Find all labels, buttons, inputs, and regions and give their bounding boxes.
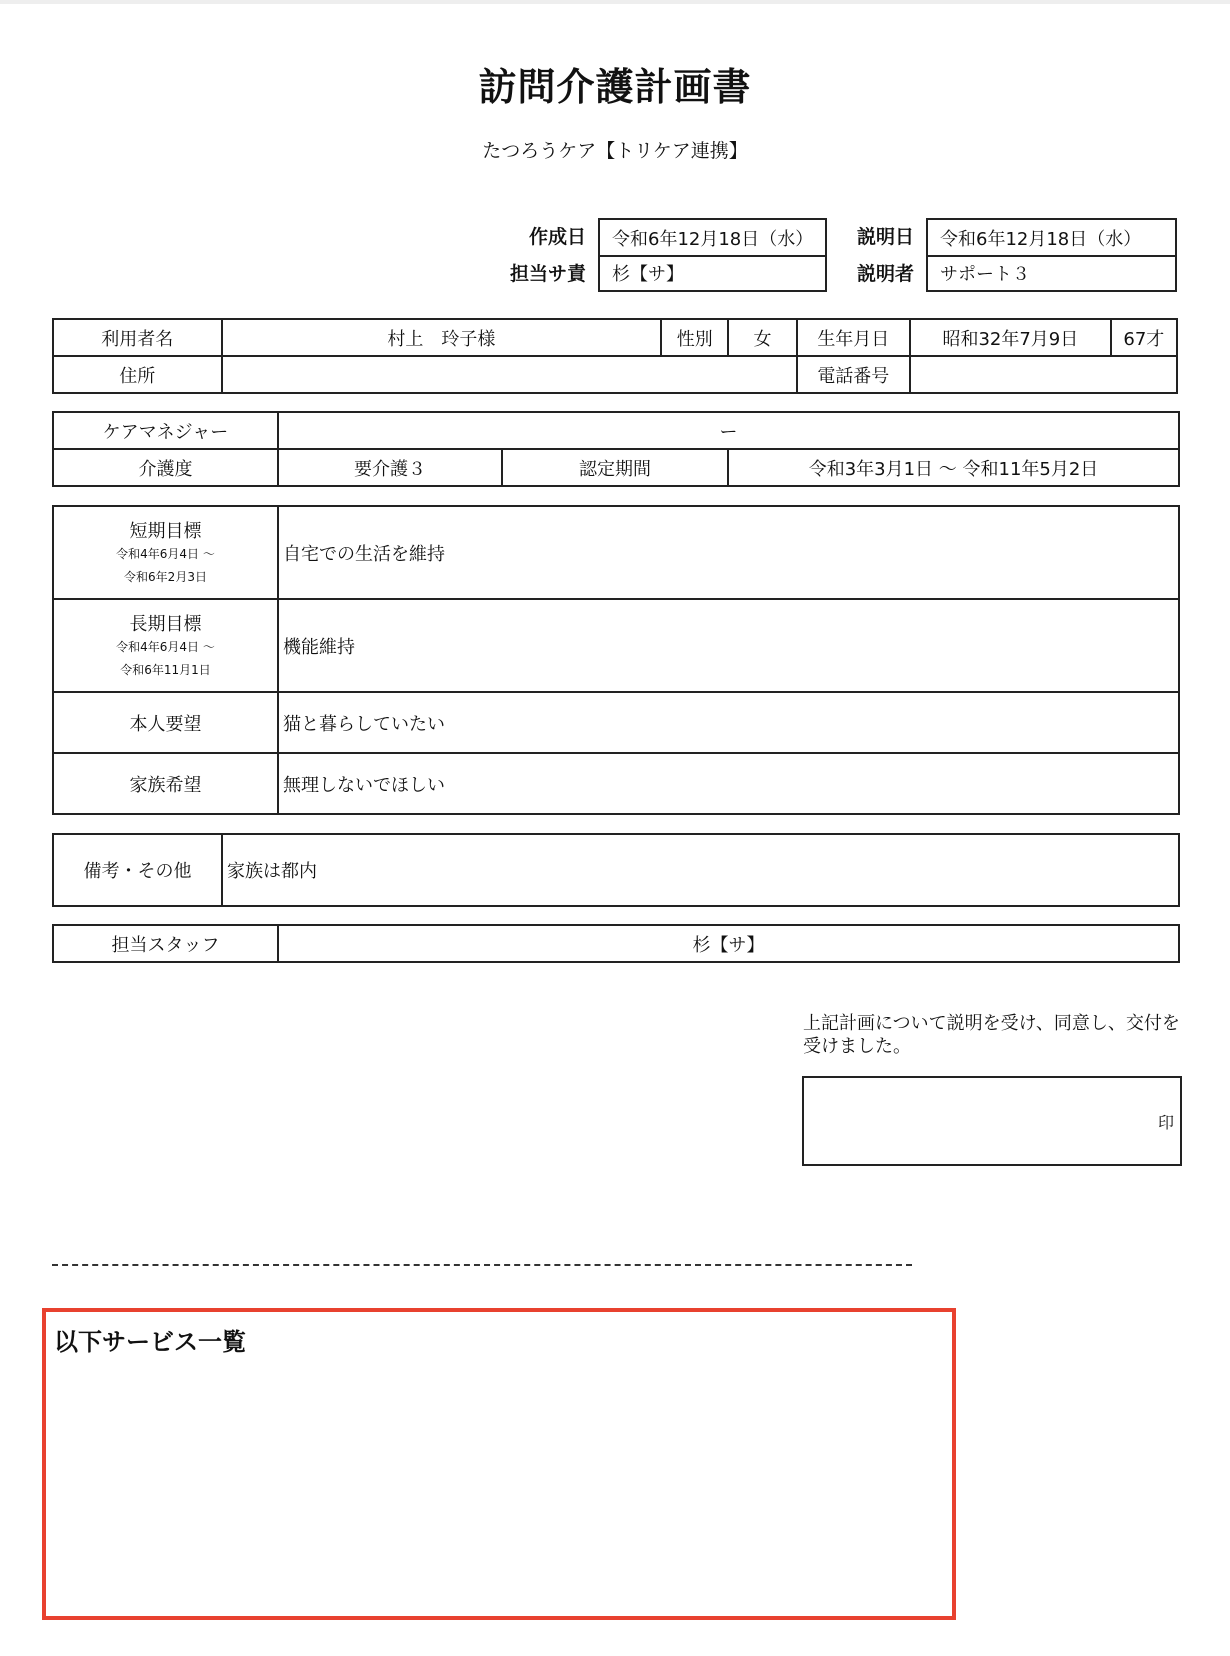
staff-value: 杉【サ】	[278, 925, 1179, 962]
cert-period-label: 認定期間	[502, 449, 728, 486]
notes-table	[52, 833, 1180, 907]
birthdate-label: 生年月日	[797, 319, 910, 356]
family-request-label: 家族希望	[53, 753, 278, 814]
short-goal-label: 短期目標	[129, 520, 202, 542]
service-list-title: 以下サービス一覧	[54, 1328, 246, 1356]
goals-table	[52, 505, 1180, 815]
address-label: 住所	[53, 356, 222, 393]
care-info-table	[52, 411, 1180, 487]
notes-label: 備考・その他	[53, 834, 222, 906]
manager-text: 杉【サ】	[612, 263, 684, 285]
long-goal-header	[53, 599, 278, 692]
short-goal-header	[53, 506, 278, 599]
explainer-text: サポート３	[940, 263, 1030, 285]
address-value	[222, 356, 797, 393]
explained-date-value	[926, 218, 1177, 257]
phone-label: 電話番号	[797, 356, 910, 393]
care-manager-value: ー	[278, 412, 1179, 449]
created-date-text: 令和6年12月18日（水）	[612, 228, 814, 250]
short-goal-to: 令和6年2月3日	[124, 569, 207, 584]
self-request-value: 猫と暮らしていたい	[278, 692, 1179, 753]
name-value: 村上 玲子様	[222, 319, 662, 356]
name-label: 利用者名	[53, 319, 222, 356]
user-info-table	[52, 318, 1178, 394]
long-goal-label: 長期目標	[129, 613, 202, 635]
self-request-label: 本人要望	[53, 692, 278, 753]
cut-line	[52, 1264, 912, 1266]
explained-date-label: 説明日	[856, 226, 914, 248]
gender-value: 女	[728, 319, 796, 356]
gender-label: 性別	[661, 319, 728, 356]
long-goal-from: 令和4年6月4日 ～	[116, 639, 215, 654]
seal-mark: 印	[1157, 1113, 1174, 1132]
manager-label: 担当サ責	[509, 263, 586, 285]
long-goal-to: 令和6年11月1日	[120, 662, 211, 677]
notes-value: 家族は都内	[222, 834, 1179, 906]
care-level-label: 介護度	[53, 449, 278, 486]
short-goal-value: 自宅での生活を維持	[278, 506, 1179, 599]
top-edge	[0, 0, 1230, 4]
short-goal-from: 令和4年6月4日 ～	[116, 546, 215, 561]
explainer-value	[926, 255, 1177, 292]
explained-date-text: 令和6年12月18日（水）	[940, 228, 1142, 250]
long-goal-value: 機能維持	[278, 599, 1179, 692]
birthdate-value: 昭和32年7月9日	[910, 319, 1111, 356]
care-level-value: 要介護３	[278, 449, 502, 486]
staff-table	[52, 924, 1180, 963]
document-title: 訪問介護計画書	[478, 65, 752, 109]
care-manager-label: ケアマネジャー	[53, 412, 278, 449]
family-request-value: 無理しないでほしい	[278, 753, 1179, 814]
age-value: 67才	[1111, 319, 1177, 356]
explainer-label: 説明者	[856, 263, 914, 285]
cert-period-value: 令和3年3月1日 ～ 令和11年5月2日	[728, 449, 1179, 486]
created-date-label: 作成日	[528, 226, 586, 248]
phone-value	[910, 356, 1177, 393]
office-name: たつろうケア【トリケア連携】	[482, 140, 748, 162]
staff-label: 担当スタッフ	[53, 925, 278, 962]
manager-value	[598, 255, 827, 292]
seal-box[interactable]	[802, 1076, 1182, 1166]
consent-text: 上記計画について説明を受け、同意し、交付を受けました。	[803, 1013, 1180, 1057]
created-date-value	[598, 218, 827, 257]
